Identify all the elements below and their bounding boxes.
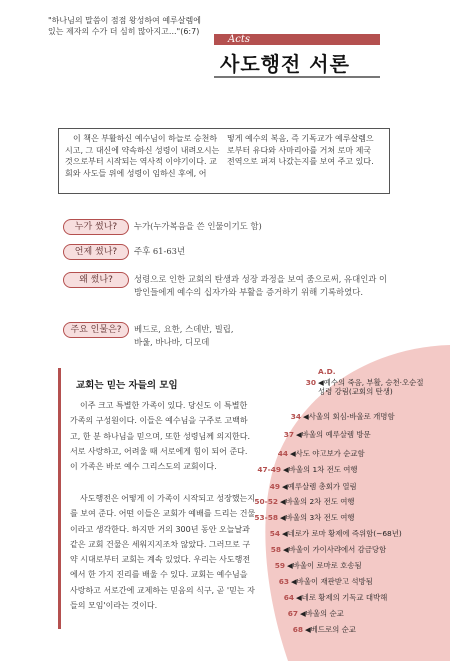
timeline-year: 37 bbox=[283, 430, 294, 439]
timeline-event: ◀바울의 순교 bbox=[300, 609, 344, 618]
timeline-event: ◀네로가 로마 황제에 즉위함(~68년) bbox=[282, 529, 402, 538]
section-accent-bar bbox=[58, 368, 61, 629]
timeline-year: 47-49 bbox=[257, 465, 281, 474]
timeline-event: ◀바울이 가이사랴에서 감금당함 bbox=[283, 545, 387, 554]
question-pill: 누가 썼나? bbox=[63, 219, 129, 235]
timeline-event: ◀예루살렘 총회가 열림 bbox=[282, 482, 357, 491]
timeline-year: 53-58 bbox=[254, 513, 278, 522]
timeline-event: ◀바울의 2차 전도 여행 bbox=[280, 497, 355, 506]
section-title: 교회는 믿는 자들의 모임 bbox=[76, 380, 178, 391]
timeline-event: ◀사울의 회심-바울로 개명함 bbox=[303, 412, 395, 421]
intro-text-left: 이 책은 부활하신 예수님이 하늘로 승천하시고, 그 대신에 약속하신 성령이 내려오시는 것으로부터 시작되는 역사적 이야기이다. 교회와 사도들 위에 성령이 임하신 후에, 어 bbox=[65, 134, 220, 178]
timeline-event: ◀베드로의 순교 bbox=[305, 625, 356, 634]
timeline-year: 63 bbox=[278, 577, 289, 586]
timeline-era-label: A.D. bbox=[318, 367, 336, 376]
question-pill: 주요 인물은? bbox=[63, 322, 129, 338]
timeline-year: 64 bbox=[283, 593, 294, 602]
timeline-event: ◀바울의 예루살렘 방문 bbox=[296, 430, 371, 439]
timeline-year: 54 bbox=[269, 529, 280, 538]
timeline-year: 30 bbox=[305, 378, 316, 387]
opening-verse: "하나님의 말씀이 점점 왕성하여 예루살렘에 있는 제자의 수가 더 심히 많아지고..."(6:7) bbox=[48, 16, 201, 36]
timeline-year: 67 bbox=[287, 609, 298, 618]
timeline-year: 58 bbox=[270, 545, 281, 554]
intro-text-right: 떻게 예수의 복음, 즉 기독교가 예루살렘으로부터 유다와 사마리아를 거쳐 로마 제국 전역으로 퍼져 나갔는지를 보여 주고 있다. bbox=[227, 134, 374, 167]
timeline-event: ◀예수의 죽음, 부활, 승천·오순절 성령 강림(교회의 탄생) bbox=[318, 378, 424, 397]
timeline-year: 34 bbox=[290, 412, 301, 421]
intro-box bbox=[58, 128, 390, 194]
timeline-year: 68 bbox=[292, 625, 303, 634]
body-paragraph-1: 이주 크고 특별한 가족이 있다. 당신도 이 특별한 가족의 구성원이다. 이들은 예수님을 구주로 고백하고, 한 분 하나님을 믿으며, 또한 성령님께 의지한다. 서로 사랑하고, 어려울 때 서로에게 힘이 되어 준다. 이 가족은 바로 예수 그리스도의 교회이다. bbox=[70, 401, 250, 472]
book-english-name: Acts bbox=[214, 34, 380, 45]
timeline-year: 49 bbox=[269, 482, 280, 491]
question-pill: 언제 썼나? bbox=[63, 244, 129, 260]
timeline-event: ◀바울이 재판받고 석방됨 bbox=[291, 577, 373, 586]
timeline-year: 59 bbox=[274, 561, 285, 570]
timeline-event: ◀네로 황제의 기독교 대박해 bbox=[296, 593, 388, 602]
answer-text: 베드로, 요한, 스데반, 빌립, 바울, 바나바, 디모데 bbox=[134, 324, 234, 347]
answer-text: 주후 61-63년 bbox=[134, 246, 186, 256]
title-divider bbox=[214, 76, 380, 78]
timeline-event: ◀바울의 1차 전도 여행 bbox=[283, 465, 358, 474]
timeline-event: ◀바울의 3차 전도 여행 bbox=[280, 513, 355, 522]
timeline-year: 50-52 bbox=[254, 497, 278, 506]
answer-text: 누가(누가복음을 쓴 인물이기도 함) bbox=[134, 221, 262, 231]
page-title: 사도행전 서론 bbox=[220, 52, 350, 76]
body-paragraph-2: 사도행전은 어떻게 이 가족이 시작되고 성장했는지를 보여 준다. 어떤 이들은 교회가 예배를 드리는 건물이라고 생각한다. 하지만 거의 300년 동안 오늘날과 같은 교회 건물은 세워지지조차 않았다. 그러므로 구약 시대로부터 교회는 계속 있었다. 우리는 사도행전에서 한 가지 진리를 배울 수 있다. 교회는 예수님을 사랑하고 서로간에 교제하는 믿음의 식구, 곧 '믿는 자들의 모임'이라는 것이다. bbox=[70, 494, 256, 611]
answer-text: 성령으로 인한 교회의 탄생과 성장 과정을 보여 줌으로써, 유대인과 이방인들에게 예수의 십자가와 부활을 증거하기 위해 기록하였다. bbox=[134, 274, 388, 297]
question-pill: 왜 썼나? bbox=[63, 272, 129, 288]
timeline-year: 44 bbox=[277, 449, 288, 458]
timeline-event: ◀바울이 로마로 호송됨 bbox=[287, 561, 362, 570]
timeline-event: ◀사도 야고보가 순교함 bbox=[290, 449, 365, 458]
